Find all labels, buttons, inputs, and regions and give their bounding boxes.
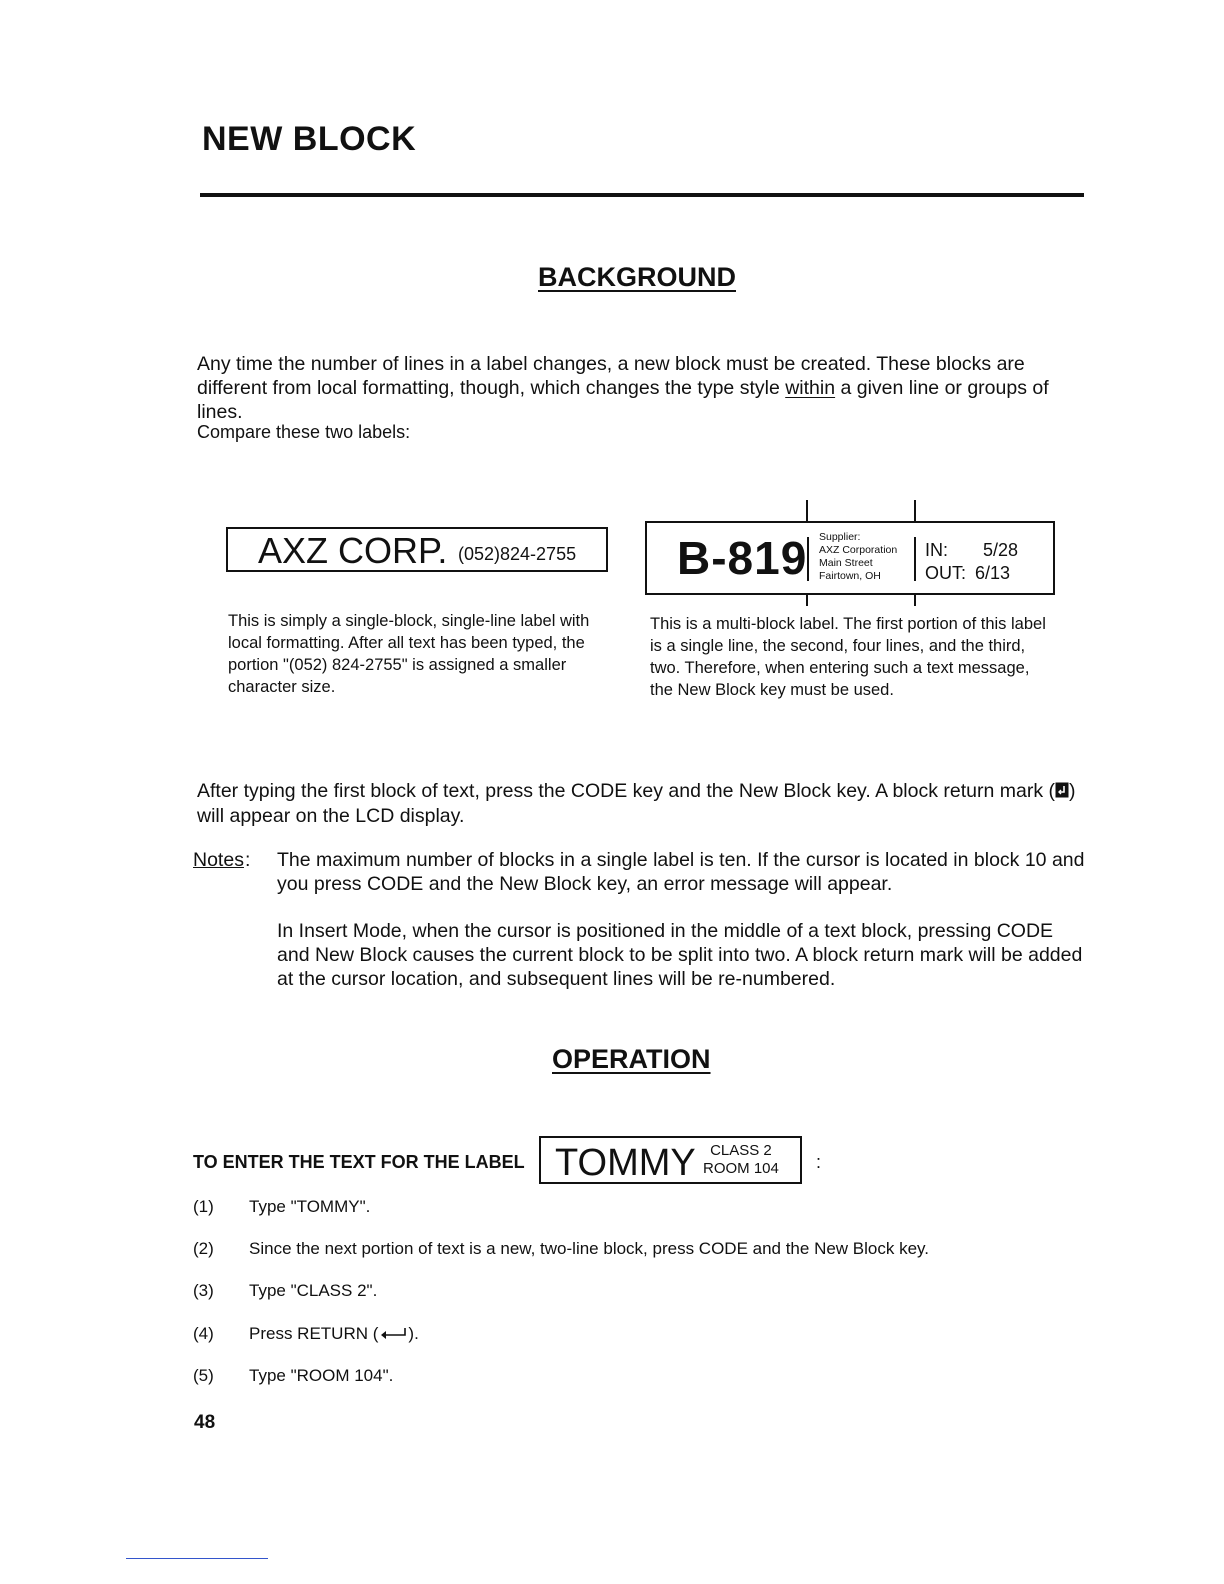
label2-supplier-line: AXZ Corporation	[819, 544, 898, 556]
label2-supplier-line: Main Street	[819, 557, 873, 569]
label-example-multi-block	[645, 521, 1055, 595]
label1-caption: This is simply a single-block, single-line label with local formatting. After all text has been typed, the portion "(052) 824-2755" is assigned a smaller character size.	[228, 612, 590, 696]
return-arrow-icon	[378, 1325, 408, 1345]
after-text-start: After typing the first block of text, press the CODE key and the New Block key. A block return mark (	[197, 780, 1055, 802]
intro-text-start: Any time the number of lines in a label changes, a new block must be created. These blocks are different from local formatting, though, which changes the type style	[197, 353, 1025, 399]
step-text-return	[249, 1324, 419, 1345]
label3-main-text: TOMMY	[555, 1142, 696, 1184]
label2-in-label: IN:	[925, 540, 949, 560]
label2-main-text: B-819	[677, 532, 808, 584]
label2-out-value: 6/13	[975, 563, 1011, 583]
block-divider-marker-bottom-1	[806, 594, 808, 606]
after-text-end: ) will appear on the LCD display.	[197, 780, 1076, 827]
block-return-mark-icon	[1055, 780, 1069, 804]
label2-supplier-line: Supplier:	[819, 531, 861, 543]
step-number: (5)	[193, 1366, 214, 1385]
step-text: Type "TOMMY".	[249, 1197, 371, 1216]
block-divider-marker-top-2	[914, 500, 916, 522]
page-number: 48	[194, 1412, 216, 1433]
compare-text: Compare these two labels:	[197, 422, 411, 442]
step-number: (3)	[193, 1281, 214, 1300]
label2-dates-block	[925, 539, 1018, 585]
after-typing-paragraph	[197, 779, 1087, 828]
label1-phone: (052)824-2755	[458, 544, 577, 564]
title-rule	[200, 193, 1084, 197]
note-max-blocks: The maximum number of blocks in a single label is ten. If the cursor is located in block 10 and you press CODE and the New Block key, an error message will appear.	[277, 849, 1085, 895]
label2-supplier-block	[819, 531, 897, 583]
notes-label: Notes	[193, 849, 244, 871]
block-divider-marker-bottom-2	[914, 594, 916, 606]
note-insert-mode: In Insert Mode, when the cursor is positioned in the middle of a text block, pressing CODE and New Block causes the current block to be split into two. A block return mark will be added at the cursor location, and subsequent lines will be re-numbered.	[277, 920, 1083, 990]
step-text: Type "ROOM 104".	[249, 1366, 394, 1385]
step-number: (2)	[193, 1239, 214, 1258]
label3-line-1: CLASS 2	[710, 1142, 772, 1159]
intro-emphasis: within	[785, 377, 836, 399]
step-text: Since the next portion of text is a new, two-line block, press CODE and the New Block key.	[249, 1239, 930, 1258]
notes-colon: :	[245, 849, 251, 871]
label2-out-label: OUT:	[925, 563, 967, 583]
label3-stack-block	[703, 1142, 779, 1178]
label-example-tommy	[539, 1136, 802, 1184]
label1-main-text: AXZ CORP.	[258, 530, 448, 571]
label2-in-value: 5/28	[983, 540, 1019, 560]
step-text-start: Press RETURN (	[249, 1324, 379, 1343]
enter-heading-colon: :	[816, 1152, 822, 1172]
page-title: NEW BLOCK	[202, 120, 417, 158]
step-text: Type "CLASS 2".	[249, 1281, 378, 1300]
label2-block-separator-1	[807, 537, 809, 581]
intro-paragraph	[197, 352, 1087, 424]
label2-caption: This is a multi-block label. The first portion of this label is a single line, the second, four lines, and the third, two. Therefore, when entering such a text message, the New Block key must be used.	[650, 615, 1046, 699]
intro-text-end: a given line or groups of lines.	[197, 377, 1049, 423]
background-heading: BACKGROUND	[538, 262, 736, 292]
label2-supplier-line: Fairtown, OH	[819, 570, 881, 582]
operation-heading: OPERATION	[552, 1044, 711, 1074]
step-number: (1)	[193, 1197, 214, 1216]
label3-line-2: ROOM 104	[703, 1160, 779, 1177]
enter-label-heading: TO ENTER THE TEXT FOR THE LABEL	[193, 1152, 525, 1172]
label-example-single-block	[226, 527, 608, 572]
footnote-rule	[126, 1558, 268, 1559]
step-text-end: ).	[408, 1324, 419, 1343]
label2-block-separator-2	[914, 537, 916, 581]
step-number: (4)	[193, 1324, 214, 1343]
block-divider-marker-top-1	[806, 500, 808, 522]
